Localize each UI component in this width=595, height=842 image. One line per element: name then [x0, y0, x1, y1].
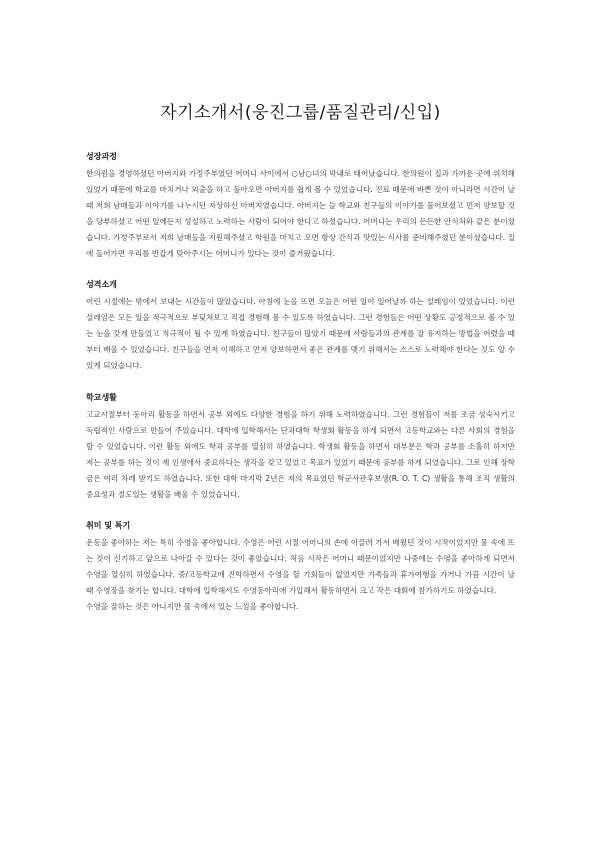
- section-body: [86, 535, 515, 615]
- paragraph: 고교시절부터 동아리 활동을 하면서 공부 외에도 다양한 경험을 하기 위해 노력하였습니다. 그런 경험들이 저를 조금 성숙시키고 독립적인 사람으로 만들어 주었습니다. 대학에 입학해서는 단과대학 학생회 활동을 하게 되면서 고등학교와는 다른 사회의 경험을 할 수 있었습니다. 이런 활동 외에도 학과 공부를 열심히 하였습니다. 학생회 활동을 하면서 대부분은 학과 공부를 소홀히 하지만 저는 공부를 하는 것이 제 인생에서 중요하다는 생각을 갖고 있었고 목표가 있었기 때문에 공부를 하게 되었습니다. 그로 인해 장학금은 여러 차례 받기도 하였습니다. 또한 대학 마지막 2년은 저의 목표였던 학군사관후보생(R. O. T. C) 생활을 통해 조직 생활의 중요성과 절도있는 생활을 배울 수 있었습니다.: [86, 409, 515, 499]
- paragraph: 운동을 좋아하는 저는 특히 수영을 좋아합니다. 수영은 어린 시절 어머니의 손에 이끌려 가서 배웠던 것이 시작이었지만 물 속에 뜨는 것이 신기하고 앞으로 나아갈 수 있다는 것이 좋았습니다. 처음 시작은 어머니 때문이었지만 나중에는 수영을 좋아하게 되면서 수영을 열심히 하였습니다. 중/고등학교에 진학하면서 수영을 할 기회들이 없었지만 가족들과 휴가여행을 가거나 가끔 시간이 날 때 수영장을 찾기는 합니다. 대학에 입학해서도 수영동아리에 가입해서 활동하면서 크고 작은 대회에 참가하기도 하였습니다.: [86, 538, 515, 596]
- section-heading: 학교생활: [86, 392, 117, 402]
- section-body: [86, 166, 515, 261]
- document-title: 자기소개서(웅진그룹/품질관리/신입): [160, 103, 441, 123]
- section-hobbies: [86, 520, 515, 615]
- section-heading: 성격소개: [86, 280, 117, 290]
- section-body: [86, 294, 515, 374]
- section-heading: 취미 및 특기: [86, 521, 131, 531]
- section-personality: [86, 279, 515, 374]
- paragraph: 한의원을 경영하셨던 아버지와 가정주부였던 어머니 사이에서 ○남○녀의 막내로 태어났습니다. 한의원이 집과 가까운 곳에 위치해 있었기 때문에 학교를 마치거나 외출을 하고 돌아오면 아버지를 쉽게 볼 수 있었습니다. 진료 때문에 바쁜 것이 아니라면 시간이 날 때 저희 남매들과 이야기를 나누시던 자상하신 아버지였습니다. 아버지는 늘 학교와 친구들의 이야기를 물어보셨고 먼저 양보할 것을 당부하셨고 어떤 일에든지 성실하고 노력하는 사람이 되어야 한다고 하셨습니다. 어머니는 우리의 든든한 안식처와 같은 분이셨습니다. 가정주부로서 저희 남매들을 지원해주셨고 학원을 마치고 오면 항상 간식과 맛있는 식사를 준비해주셨던 분이셨습니다. 집에 들어가면 우리를 반갑게 맞아주시는 어머니가 있다는 것이 즐거웠습니다.: [86, 169, 515, 258]
- paragraph: 수영을 잘하는 것은 아니지만 물 속에서 있는 느낌을 좋아합니다.: [86, 602, 299, 612]
- paragraph: 어린 시절에는 밖에서 보내는 시간들이 많았습니다. 아침에 눈을 뜨면 오늘은 어떤 일이 일어날까 하는 설레임이 있었습니다. 이런 설레임은 모든 일을 적극적으로 부딪쳐보고 직접 경험해 볼 수 있도록 하였습니다. 그런 경험들은 어떤 상황도 긍정적으로 볼 수 있는 눈을 갖게 만들었고 적극적이 될 수 있게 하였습니다. 친구들이 많았기 때문에 사람들과의 관계를 잘 유지하는 방법을 어렸을 때부터 배울 수 있었습니다. 친구들을 먼저 이해하고 먼저 양보하면서 좋은 관계를 맺기 위해서는 스스로 노력해야 한다는 것도 알 수 있게 되었습니다.: [86, 297, 515, 371]
- section-heading: 성장과정: [86, 152, 117, 161]
- section-body: [86, 407, 515, 502]
- section-school-life: [86, 392, 515, 502]
- section-growth: [86, 151, 515, 261]
